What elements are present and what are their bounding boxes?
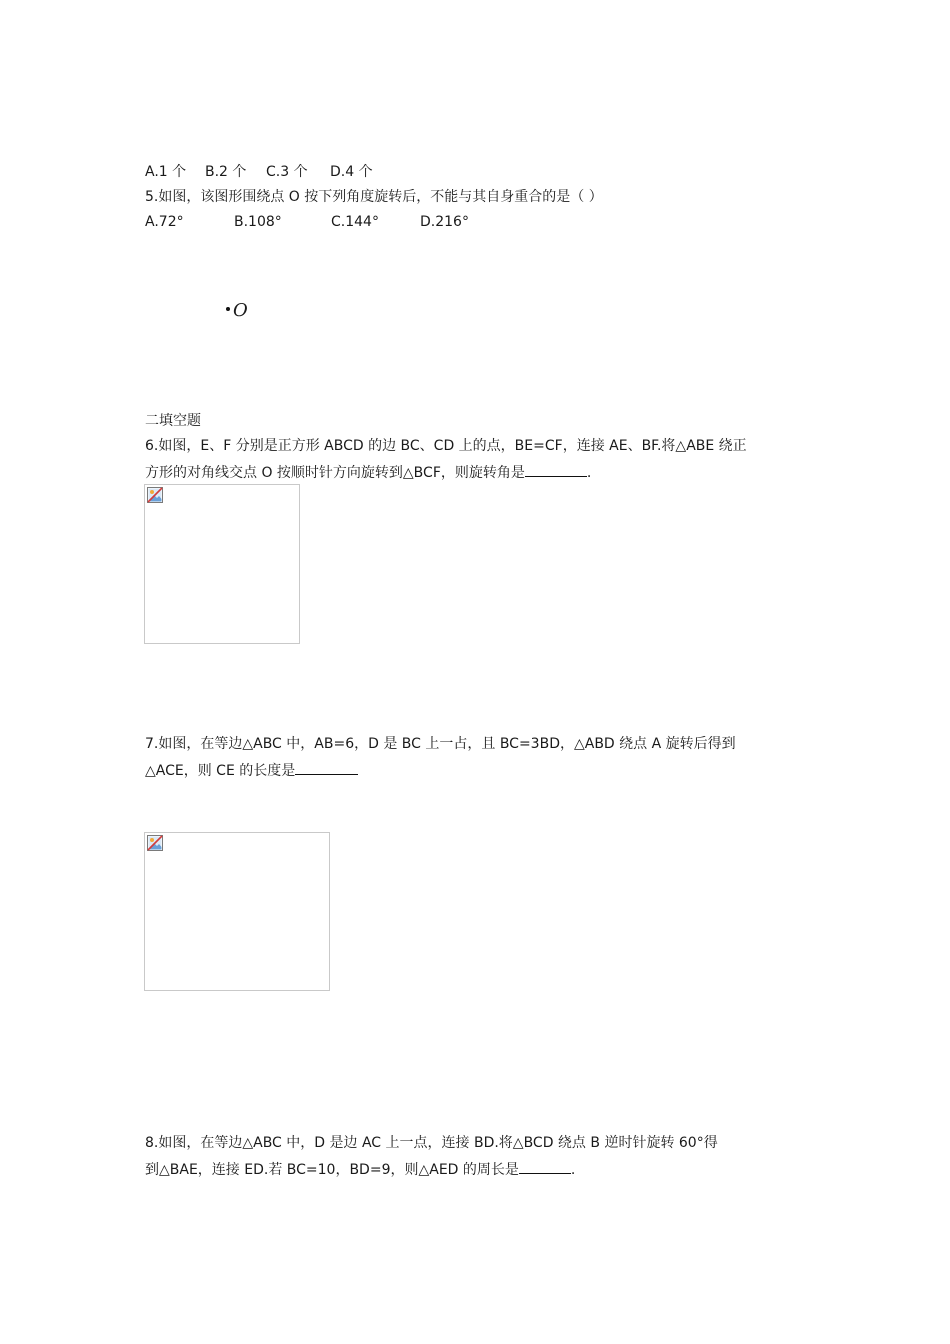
point-dot [226, 307, 230, 311]
point-o-label: O [233, 300, 248, 321]
q8-line-2 [145, 1159, 575, 1180]
q7-line-1: 7.如图，在等边△ABC 中，AB=6，D 是 BC 上一占，且 BC=3BD，△ABD 绕点 A 旋转后得到 [145, 736, 736, 752]
q5-question: 5.如图，该图形围绕点 O 按下列角度旋转后，不能与其自身重合的是（ ） [145, 189, 603, 205]
q5-option-d: D.216° [420, 214, 469, 230]
section-title: 二填空题 [145, 413, 201, 429]
q4-option-b: B.2 个 [205, 164, 247, 180]
q6-line-2-text: 方形的对角线交点 O 按顺时针方向旋转到△BCF，则旋转角是 [145, 465, 525, 481]
q4-option-a: A.1 个 [145, 164, 187, 180]
q6-end: . [586, 465, 592, 481]
q5-option-c: C.144° [331, 214, 379, 230]
q6-line-2 [145, 462, 591, 483]
q5-options [145, 212, 469, 232]
broken-image-icon [147, 835, 163, 851]
q8-answer-blank [519, 1159, 571, 1174]
q4-options [145, 162, 373, 182]
q6-answer-blank [525, 462, 587, 477]
q7-line-2-text: △ACE，则 CE 的长度是 [145, 763, 296, 779]
q7-figure-image [144, 832, 330, 991]
broken-image-icon [147, 487, 163, 503]
q4-option-c: C.3 个 [266, 164, 308, 180]
q8-end: . [570, 1162, 576, 1178]
q7-answer-blank [295, 760, 358, 775]
q8-line-1: 8.如图，在等边△ABC 中，D 是边 AC 上一点，连接 BD.将△BCD 绕点 B 逆时针旋转 60°得 [145, 1135, 718, 1151]
q6-line-1: 6.如图，E、F 分别是正方形 ABCD 的边 BC、CD 上的点，BE=CF，连接 AE、BF.将△ABE 绕正 [145, 438, 747, 454]
q4-option-d: D.4 个 [330, 164, 373, 180]
q6-figure-image [144, 484, 300, 644]
q8-line-2-text: 到△BAE，连接 ED.若 BC=10，BD=9，则△AED 的周长是 [145, 1162, 519, 1178]
q5-option-b: B.108° [234, 214, 282, 230]
point-o-figure [226, 300, 248, 322]
q7-line-2 [145, 760, 358, 781]
q5-option-a: A.72° [145, 214, 184, 230]
